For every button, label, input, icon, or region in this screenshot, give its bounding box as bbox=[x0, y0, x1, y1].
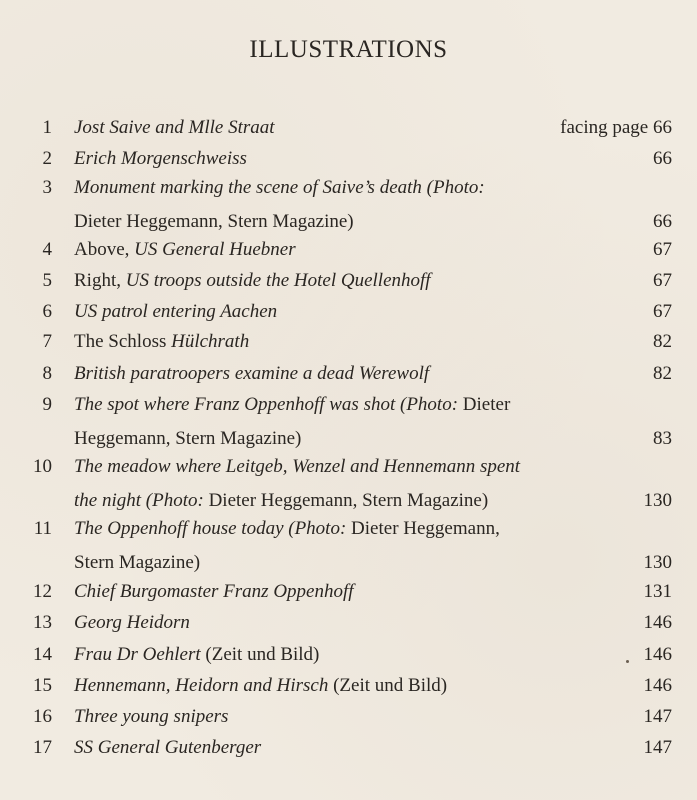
item-number: 1 bbox=[42, 117, 52, 138]
item-caption: Hennemann, Heidorn and Hirsch (Zeit und Bild) bbox=[74, 675, 448, 696]
item-page: 82 bbox=[653, 363, 672, 384]
list-item bbox=[0, 234, 697, 266]
item-caption: Jost Saive and Mlle Straat bbox=[74, 117, 275, 138]
item-caption: Chief Burgomaster Franz Oppenhoff bbox=[74, 581, 354, 602]
item-number: 15 bbox=[33, 675, 52, 696]
item-page: 67 bbox=[653, 301, 672, 322]
list-item bbox=[0, 670, 697, 702]
item-number: 2 bbox=[42, 148, 52, 169]
item-caption: The spot where Franz Oppenhoff was shot (Photo: Dieter bbox=[74, 394, 511, 415]
paper-speck bbox=[626, 660, 629, 663]
item-caption: Right, US troops outside the Hotel Quellenhoff bbox=[74, 270, 431, 291]
list-item bbox=[0, 265, 697, 297]
item-number: 5 bbox=[42, 270, 52, 291]
item-page: 66 bbox=[653, 211, 672, 232]
item-caption: Frau Dr Oehlert (Zeit und Bild) bbox=[74, 644, 320, 665]
item-caption-continued: the night (Photo: Dieter Heggemann, Stern Magazine) bbox=[74, 490, 489, 511]
item-caption-continued: Stern Magazine) bbox=[74, 552, 201, 573]
item-caption-continued: Heggemann, Stern Magazine) bbox=[74, 428, 302, 449]
item-number: 14 bbox=[33, 644, 52, 665]
item-page: 67 bbox=[653, 270, 672, 291]
list-item bbox=[0, 639, 697, 671]
list-item bbox=[0, 112, 697, 144]
item-page: 146 bbox=[643, 644, 672, 665]
list-item bbox=[0, 143, 697, 175]
item-caption: The Oppenhoff house today (Photo: Dieter Heggemann, bbox=[74, 518, 500, 539]
item-number: 3 bbox=[42, 177, 52, 198]
item-caption: Three young snipers bbox=[74, 706, 229, 727]
item-page: facing page 66 bbox=[560, 117, 672, 138]
list-item bbox=[0, 389, 697, 449]
item-number: 7 bbox=[42, 331, 52, 352]
list-item bbox=[0, 358, 697, 390]
item-page: 66 bbox=[653, 148, 672, 169]
item-caption: Above, US General Huebner bbox=[74, 239, 296, 260]
list-item bbox=[0, 701, 697, 733]
item-number: 4 bbox=[42, 239, 52, 260]
item-page: 130 bbox=[643, 552, 672, 573]
item-number: 12 bbox=[33, 581, 52, 602]
item-number: 9 bbox=[42, 394, 52, 415]
item-number: 16 bbox=[33, 706, 52, 727]
list-item bbox=[0, 172, 697, 232]
item-caption: Erich Morgenschweiss bbox=[74, 148, 247, 169]
item-number: 6 bbox=[42, 301, 52, 322]
list-item bbox=[0, 296, 697, 328]
list-item bbox=[0, 451, 697, 511]
item-caption-continued: Dieter Heggemann, Stern Magazine) bbox=[74, 211, 354, 232]
item-page: 147 bbox=[643, 737, 672, 758]
item-caption: British paratroopers examine a dead Werewolf bbox=[74, 363, 430, 384]
item-caption: The meadow where Leitgeb, Wenzel and Hennemann spent bbox=[74, 456, 521, 477]
list-item bbox=[0, 607, 697, 639]
list-item bbox=[0, 732, 697, 764]
list-item bbox=[0, 513, 697, 573]
item-page: 82 bbox=[653, 331, 672, 352]
item-caption: SS General Gutenberger bbox=[74, 737, 262, 758]
page-title: ILLUSTRATIONS bbox=[249, 36, 448, 63]
item-caption: Monument marking the scene of Saive’s death (Photo: bbox=[74, 177, 485, 198]
item-page: 130 bbox=[643, 490, 672, 511]
list-item bbox=[0, 576, 697, 608]
item-page: 146 bbox=[643, 675, 672, 696]
item-page: 147 bbox=[643, 706, 672, 727]
item-caption: The Schloss Hülchrath bbox=[74, 331, 250, 352]
item-number: 17 bbox=[33, 737, 52, 758]
item-page: 83 bbox=[653, 428, 672, 449]
item-caption: US patrol entering Aachen bbox=[74, 301, 278, 322]
item-number: 11 bbox=[33, 518, 52, 539]
item-page: 67 bbox=[653, 239, 672, 260]
item-caption: Georg Heidorn bbox=[74, 612, 190, 633]
item-number: 8 bbox=[42, 363, 52, 384]
item-page: 146 bbox=[643, 612, 672, 633]
item-page: 131 bbox=[643, 581, 672, 602]
item-number: 10 bbox=[33, 456, 52, 477]
item-number: 13 bbox=[33, 612, 52, 633]
list-item bbox=[0, 326, 697, 358]
